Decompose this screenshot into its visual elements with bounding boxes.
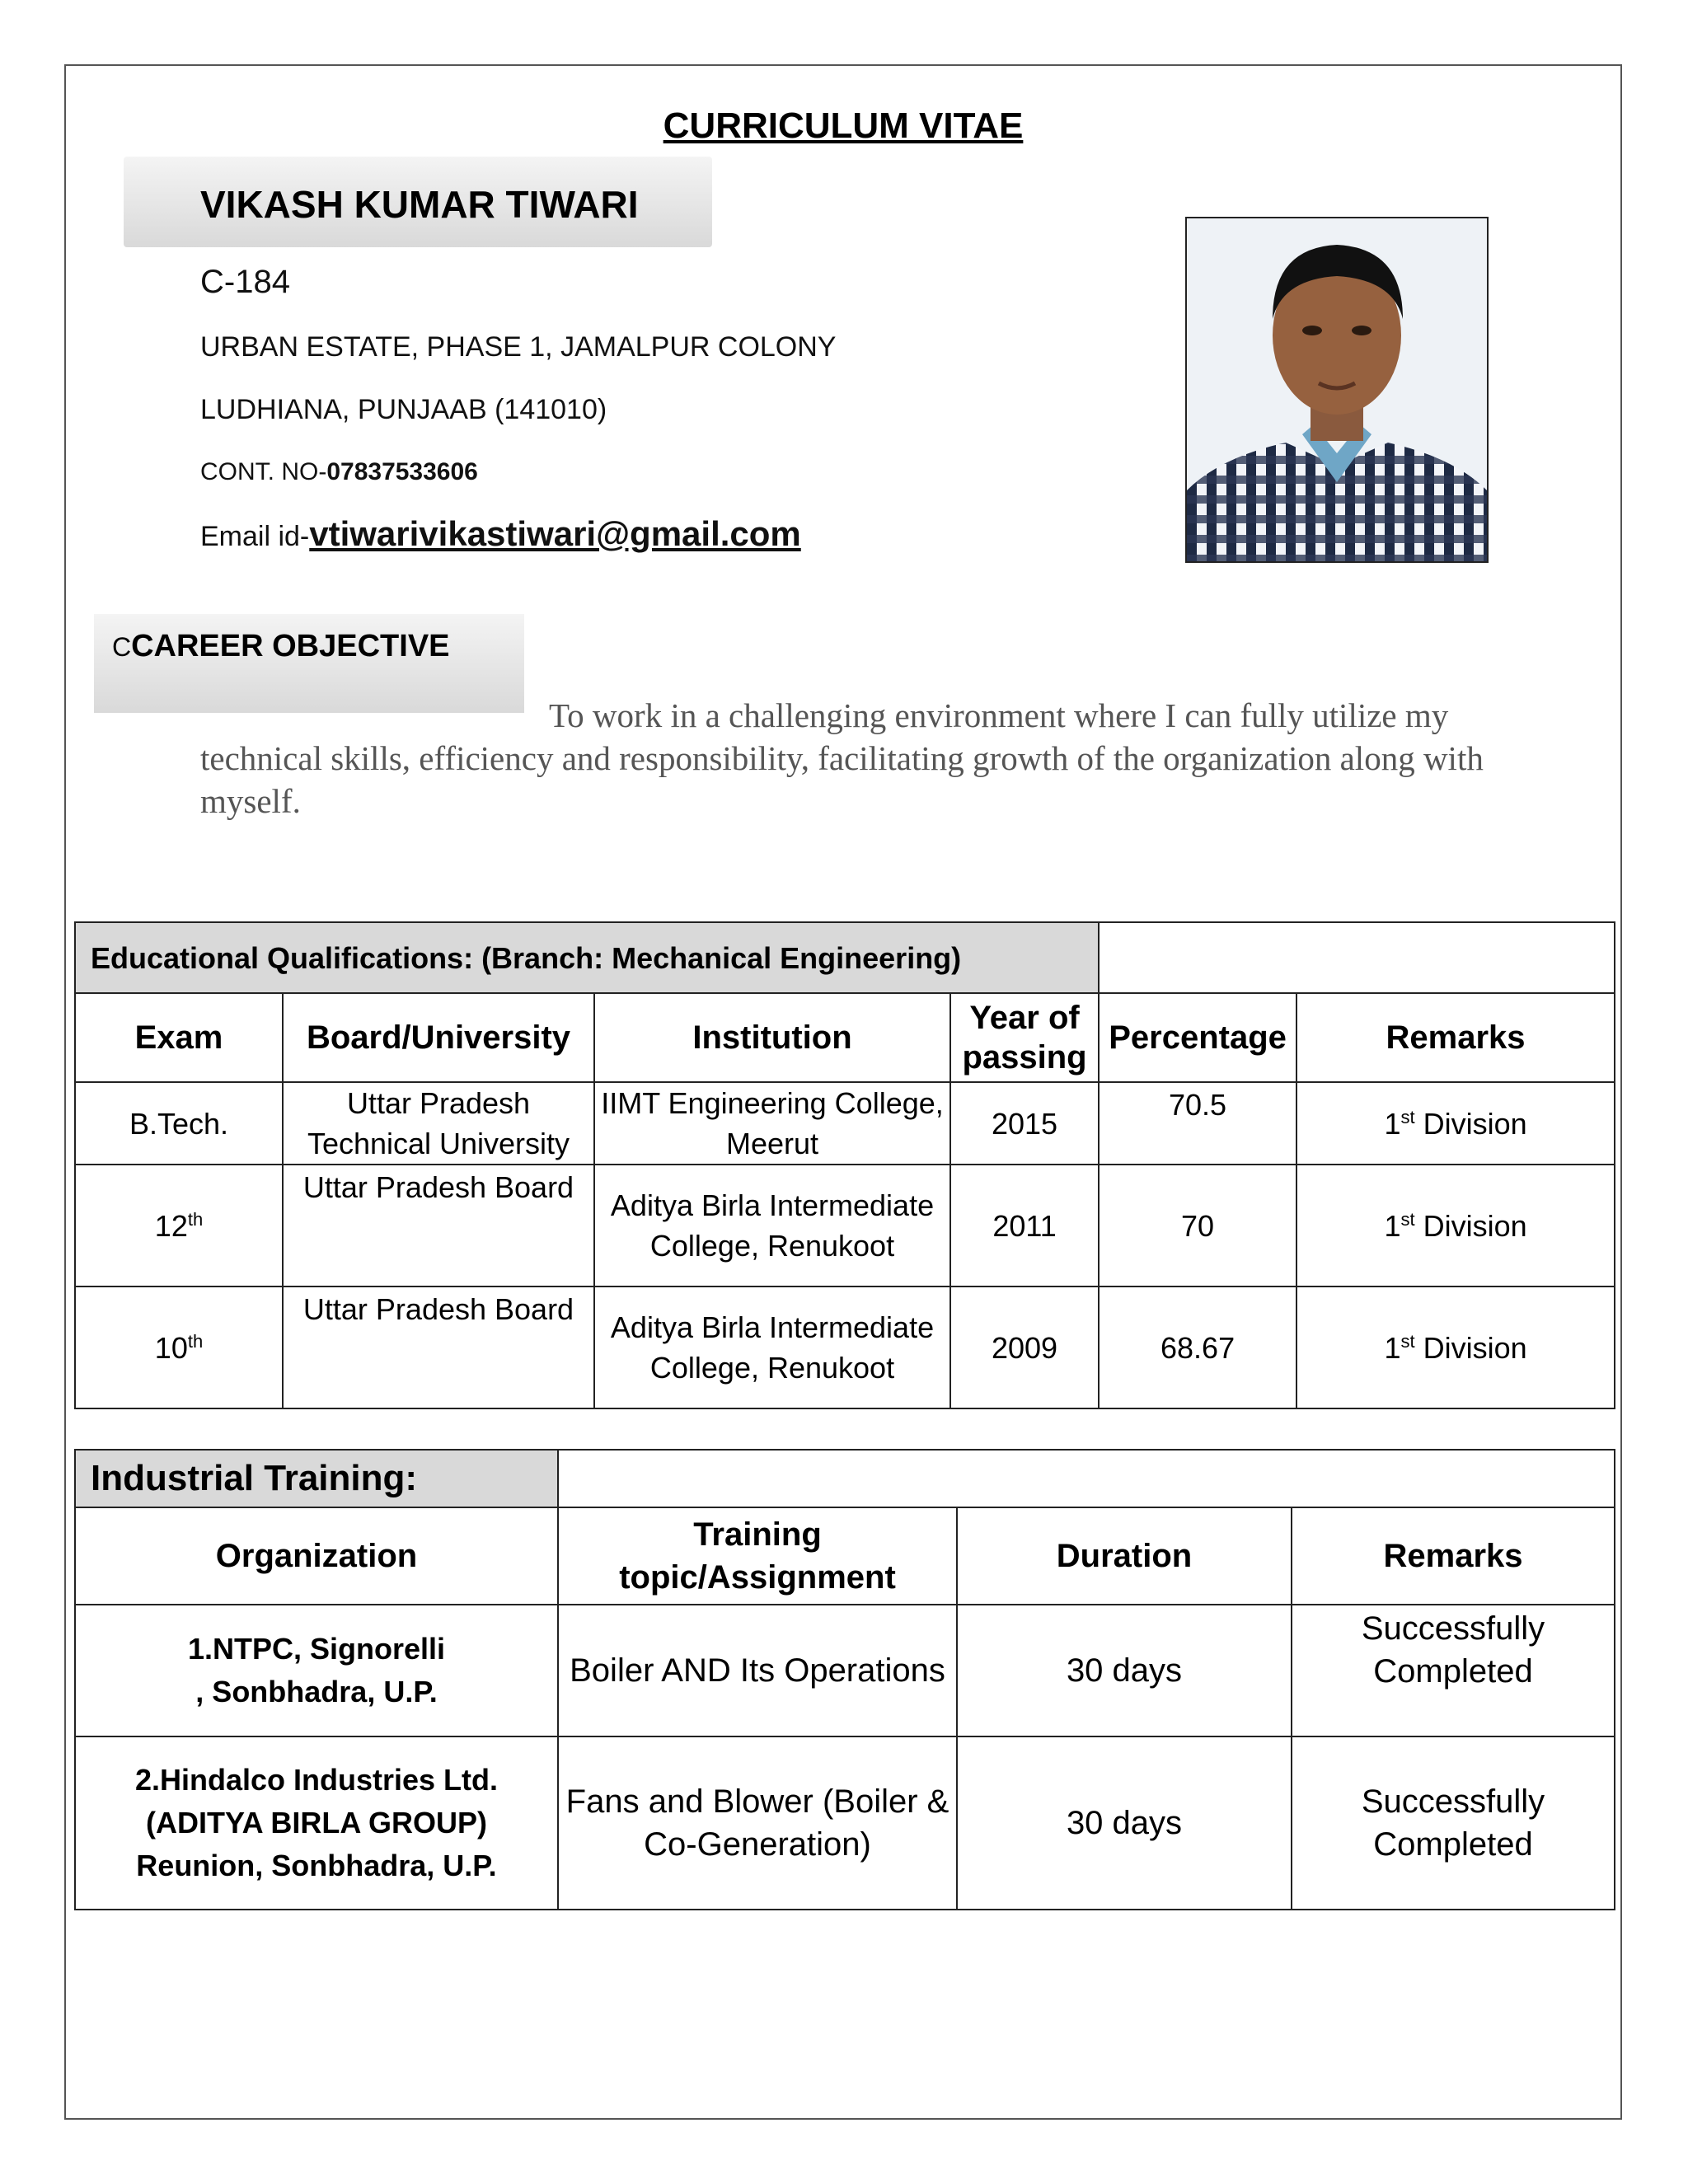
person-photo-icon [1187,218,1487,561]
address-house: C-184 [200,264,290,300]
col-organization: Organization [75,1507,558,1605]
page-title: CURRICULUM VITAE [663,105,1024,146]
organization-cell: 1.NTPC, Signorelli , Sonbhadra, U.P. [75,1605,558,1736]
training-remarks-cell: Successfully Completed [1292,1736,1615,1910]
objective-text: To work in a challenging environment where I can fully utilize my technical skills, efficiency and responsibility, facilitating growth of the organization along with myself. [200,696,1484,820]
remarks-cell: 1st Division [1296,1165,1615,1286]
institution-cell: Aditya Birla Intermediate College, Renukoot [594,1165,950,1286]
board-cell: Uttar Pradesh Board [283,1286,594,1408]
percentage-cell: 70.5 [1099,1082,1296,1165]
table-row [75,1605,1615,1736]
phone-value: 07837533606 [326,458,478,485]
email-line [200,514,801,554]
remarks-cell: 1st Division [1296,1082,1615,1165]
topic-cell: Fans and Blower (Boiler & Co-Generation) [558,1736,957,1910]
col-topic: Training topic/Assignment [558,1507,957,1605]
objective-heading-prefix: C [112,632,132,662]
exam-cell: 12th [75,1165,283,1286]
duration-cell: 30 days [957,1605,1292,1736]
year-cell: 2015 [950,1082,1099,1165]
board-cell: Uttar Pradesh Technical University [283,1082,594,1165]
table-row [75,1286,1615,1408]
candidate-name: VIKASH KUMAR TIWARI [200,183,639,226]
table-row [75,1165,1615,1286]
col-exam: Exam [75,993,283,1082]
profile-photo [1185,217,1489,563]
topic-cell: Boiler AND Its Operations [558,1605,957,1736]
year-cell: 2009 [950,1286,1099,1408]
training-heading: Industrial Training: [75,1450,558,1507]
table-row [75,1736,1615,1910]
email-label: Email id- [200,521,310,552]
objective-heading [112,629,450,664]
contact-number [200,458,478,486]
col-board: Board/University [283,993,594,1082]
percentage-cell: 70 [1099,1165,1296,1286]
exam-cell: B.Tech. [75,1082,283,1165]
phone-label: CONT. NO- [200,458,327,485]
institution-cell: IIMT Engineering College, Meerut [594,1082,950,1165]
exam-cell: 10th [75,1286,283,1408]
training-heading-blank [558,1450,1615,1507]
training-remarks-cell: Successfully Completed [1292,1605,1615,1736]
duration-cell: 30 days [957,1736,1292,1910]
email-link[interactable]: vtiwarivikastiwari@gmail.com [309,514,801,553]
education-heading: Educational Qualifications: (Branch: Mechanical Engineering) [75,922,1099,993]
education-table [74,921,1615,1409]
institution-cell: Aditya Birla Intermediate College, Renukoot [594,1286,950,1408]
remarks-cell: 1st Division [1296,1286,1615,1408]
organization-cell: 2.Hindalco Industries Ltd. (ADITYA BIRLA GROUP) Reunion, Sonbhadra, U.P. [75,1736,558,1910]
col-duration: Duration [957,1507,1292,1605]
percentage-cell: 68.67 [1099,1286,1296,1408]
col-training-remarks: Remarks [1292,1507,1615,1605]
col-percentage: Percentage [1099,993,1296,1082]
col-institution: Institution [594,993,950,1082]
year-cell: 2011 [950,1165,1099,1286]
col-year: Year of passing [950,993,1099,1082]
training-table [74,1449,1615,1910]
objective-heading-text: CAREER OBJECTIVE [131,629,450,663]
address-city: LUDHIANA, PUNJAAB (141010) [200,394,607,425]
board-cell: Uttar Pradesh Board [283,1165,594,1286]
table-row [75,1082,1615,1165]
address-street: URBAN ESTATE, PHASE 1, JAMALPUR COLONY [200,331,837,363]
education-heading-blank [1099,922,1615,993]
col-remarks: Remarks [1296,993,1615,1082]
cv-page [64,64,1622,2120]
